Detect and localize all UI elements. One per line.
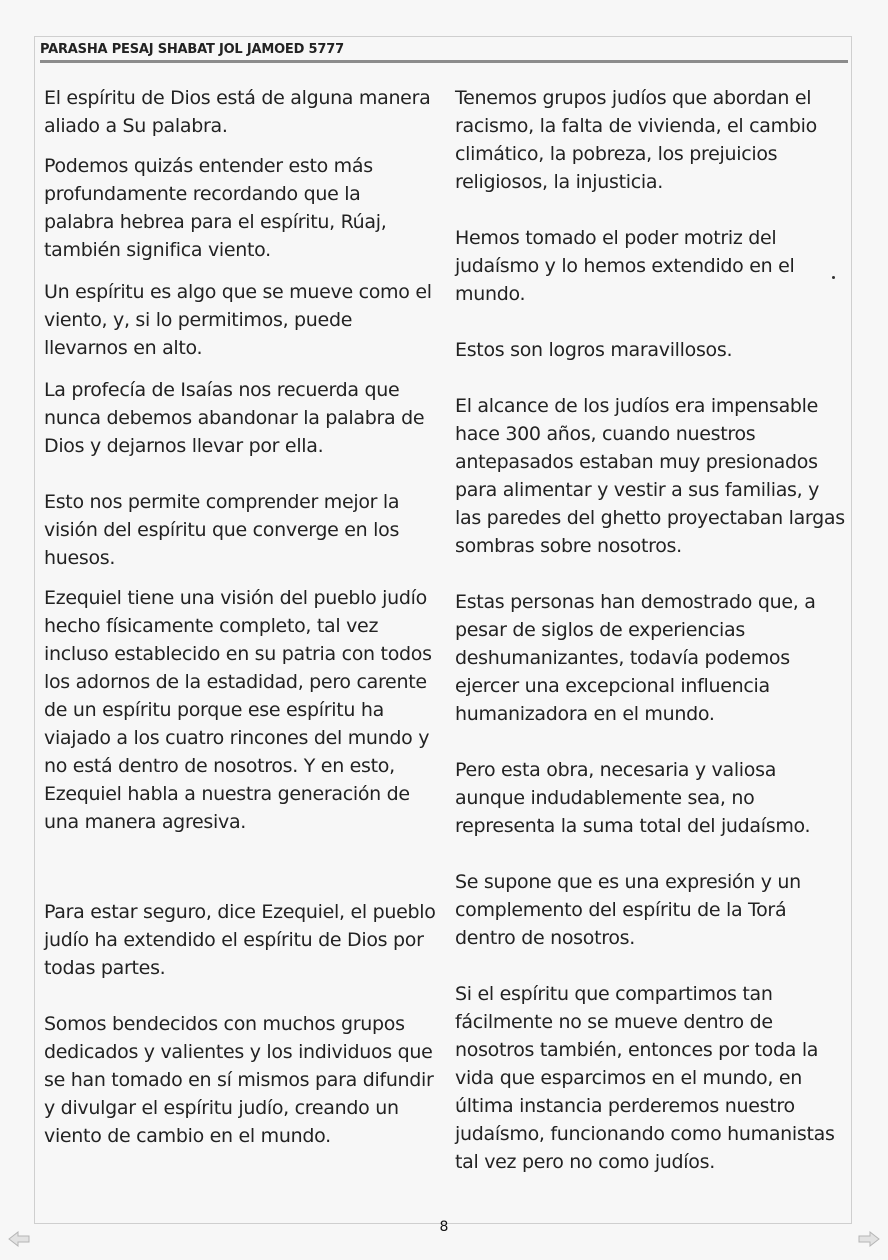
stray-dot — [832, 276, 835, 279]
paragraph: Un espíritu es algo que se mueve como el viento, y, si lo permitimos, puede llevarnos en alto. — [44, 281, 432, 359]
paragraph: Tenemos grupos judíos que abordan el racismo, la falta de vivienda, el cambio climático, la pobreza, los prejuicios religiosos, la injusticia. — [455, 87, 817, 193]
paragraph: Para estar seguro, dice Ezequiel, el pueblo judío ha extendido el espíritu de Dios por todas partes. — [44, 901, 436, 979]
paragraph: El alcance de los judíos era impensable hace 300 años, cuando nuestros antepasados estaban muy presionados para alimentar y vestir a sus familias, y las paredes del ghetto proyectaban largas sombras sobre nosotros. — [455, 395, 845, 557]
page-number: 8 — [439, 1219, 449, 1235]
right-column — [455, 84, 845, 1176]
arrow-left-icon[interactable] — [8, 1231, 30, 1247]
paragraph: Estas personas han demostrado que, a pesar de siglos de experiencias deshumanizantes, todavía podemos ejercer una excepcional influencia humanizadora en el mundo. — [455, 591, 816, 725]
paragraph: Esto nos permite comprender mejor la visión del espíritu que converge en los huesos. — [44, 491, 400, 569]
paragraph: Ezequiel tiene una visión del pueblo judío hecho físicamente completo, tal vez incluso establecido en su patria con todos los adornos de la estadidad, pero carente de un espíritu porque ese espíritu ha viajado a los cuatro rincones del mundo y no está dentro de nosotros. Y en esto, Ezequiel habla a nuestra generación de una manera agresiva. — [44, 587, 432, 833]
left-column — [44, 84, 436, 1150]
arrow-right-icon[interactable] — [858, 1231, 880, 1247]
paragraph: Pero esta obra, necesaria y valiosa aunque indudablemente sea, no representa la suma total del judaísmo. — [455, 759, 811, 837]
paragraph: Estos son logros maravillosos. — [455, 339, 733, 361]
header-title: PARASHA PESAJ SHABAT JOL JAMOED 5777 — [40, 42, 344, 57]
paragraph: El espíritu de Dios está de alguna manera aliado a Su palabra. — [44, 87, 431, 137]
paragraph: La profecía de Isaías nos recuerda que nunca debemos abandonar la palabra de Dios y dejarnos llevar por ella. — [44, 379, 425, 457]
paragraph: Podemos quizás entender esto más profundamente recordando que la palabra hebrea para el espíritu, Rúaj, también significa viento. — [44, 155, 387, 261]
paragraph: Hemos tomado el poder motriz del judaísmo y lo hemos extendido en el mundo. — [455, 227, 795, 305]
paragraph: Si el espíritu que compartimos tan fácilmente no se mueve dentro de nosotros también, entonces por toda la vida que esparcimos en el mundo, en última instancia perderemos nuestro judaísmo, funcionando como humanistas tal vez pero no como judíos. — [455, 983, 835, 1173]
paragraph: Somos bendecidos con muchos grupos dedicados y valientes y los individuos que se han tomado en sí mismos para difundir y divulgar el espíritu judío, creando un viento de cambio en el mundo. — [44, 1013, 434, 1147]
header-divider — [40, 60, 848, 63]
paragraph: Se supone que es una expresión y un complemento del espíritu de la Torá dentro de nosotros. — [455, 871, 801, 949]
